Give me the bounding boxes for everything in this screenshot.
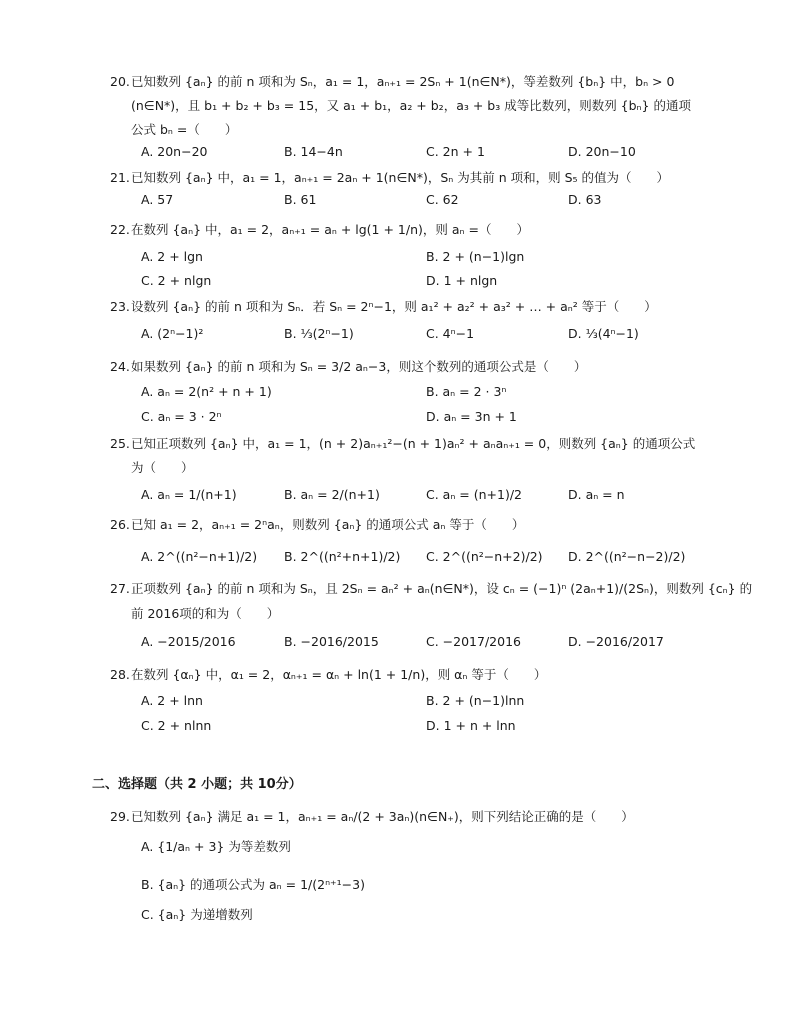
q20-option-d[interactable]: D. 20n−10 xyxy=(568,144,636,159)
q27-stem-line2: 前 2016项的和为（ ） xyxy=(131,606,280,621)
q21-stem-line1: 已知数列 {aₙ} 中，a₁ = 1，aₙ₊₁ = 2aₙ + 1(n∈N*)，Sₙ 为其前 n 项和，则 S₅ 的值为（ ） xyxy=(131,170,669,185)
q22-option-b[interactable]: B. 2 + (n−1)lgn xyxy=(426,249,525,264)
q26-stem-line1: 已知 a₁ = 2，aₙ₊₁ = 2ⁿaₙ，则数列 {aₙ} 的通项公式 aₙ 等于（ ） xyxy=(131,517,525,532)
q22-number: 22. xyxy=(110,222,130,237)
q28-option-b[interactable]: B. 2 + (n−1)lnn xyxy=(426,693,525,708)
q28-stem-line1: 在数列 {αₙ} 中，α₁ = 2，αₙ₊₁ = αₙ + ln(1 + 1/n)，则 αₙ 等于（ ） xyxy=(131,667,547,682)
q21-option-d[interactable]: D. 63 xyxy=(568,192,602,207)
q27-option-d[interactable]: D. −2016/2017 xyxy=(568,634,664,649)
q26-option-a[interactable]: A. 2^((n²−n+1)/2) xyxy=(141,549,258,564)
q29-option-c[interactable]: C. {aₙ} 为递增数列 xyxy=(141,907,253,922)
q23-stem-line1: 设数列 {aₙ} 的前 n 项和为 Sₙ．若 Sₙ = 2ⁿ−1，则 a₁² + a₂² + a₃² + … + aₙ² 等于（ ） xyxy=(131,299,657,314)
q20-option-a[interactable]: A. 20n−20 xyxy=(141,144,208,159)
q28-option-c[interactable]: C. 2 + nlnn xyxy=(141,718,212,733)
q23-option-d[interactable]: D. ⅓(4ⁿ−1) xyxy=(568,326,639,341)
q20-stem-line2: (n∈N*)，且 b₁ + b₂ + b₃ = 15，又 a₁ + b₁，a₂ + b₂，a₃ + b₃ 成等比数列，则数列 {bₙ} 的通项 xyxy=(131,98,691,113)
q23-option-c[interactable]: C. 4ⁿ−1 xyxy=(426,326,475,341)
q26-option-b[interactable]: B. 2^((n²+n+1)/2) xyxy=(284,549,401,564)
q20-stem-line1: 已知数列 {aₙ} 的前 n 项和为 Sₙ，a₁ = 1，aₙ₊₁ = 2Sₙ + 1(n∈N*)，等差数列 {bₙ} 中，bₙ > 0 xyxy=(131,74,675,89)
q24-option-b[interactable]: B. aₙ = 2 · 3ⁿ xyxy=(426,384,507,399)
q24-number: 24. xyxy=(110,359,130,374)
q20-option-b[interactable]: B. 14−4n xyxy=(284,144,343,159)
q27-stem-line1: 正项数列 {aₙ} 的前 n 项和为 Sₙ，且 2Sₙ = aₙ² + aₙ(n∈N*)，设 cₙ = (−1)ⁿ (2aₙ+1)/(2Sₙ)，则数列 {cₙ} 的 xyxy=(131,581,753,596)
q28-option-a[interactable]: A. 2 + lnn xyxy=(141,693,203,708)
q23-option-b[interactable]: B. ⅓(2ⁿ−1) xyxy=(284,326,354,341)
q25-option-d[interactable]: D. aₙ = n xyxy=(568,487,625,502)
q25-number: 25. xyxy=(110,436,130,451)
q22-option-a[interactable]: A. 2 + lgn xyxy=(141,249,203,264)
q23-option-a[interactable]: A. (2ⁿ−1)² xyxy=(141,326,204,341)
q27-number: 27. xyxy=(110,581,130,596)
q20-number: 20. xyxy=(110,74,130,89)
q25-option-a[interactable]: A. aₙ = 1/(n+1) xyxy=(141,487,237,502)
q25-stem-line1: 已知正项数列 {aₙ} 中，a₁ = 1，(n + 2)aₙ₊₁²−(n + 1)aₙ² + aₙaₙ₊₁ = 0，则数列 {aₙ} 的通项公式 xyxy=(131,436,696,451)
q20-stem-line3: 公式 bₙ =（ ） xyxy=(131,122,238,137)
q29-stem-line1: 已知数列 {aₙ} 满足 a₁ = 1，aₙ₊₁ = aₙ/(2 + 3aₙ)(n∈N₊)，则下列结论正确的是（ ） xyxy=(131,809,634,824)
q25-option-c[interactable]: C. aₙ = (n+1)/2 xyxy=(426,487,523,502)
q22-stem-line1: 在数列 {aₙ} 中，a₁ = 2，aₙ₊₁ = aₙ + lg(1 + 1/n)，则 aₙ =（ ） xyxy=(131,222,529,237)
q24-option-d[interactable]: D. aₙ = 3n + 1 xyxy=(426,409,517,424)
q21-number: 21. xyxy=(110,170,130,185)
q21-option-a[interactable]: A. 57 xyxy=(141,192,174,207)
q27-option-b[interactable]: B. −2016/2015 xyxy=(284,634,379,649)
q26-option-c[interactable]: C. 2^((n²−n+2)/2) xyxy=(426,549,543,564)
q29-number: 29. xyxy=(110,809,130,824)
q24-option-c[interactable]: C. aₙ = 3 · 2ⁿ xyxy=(141,409,222,424)
q25-option-b[interactable]: B. aₙ = 2/(n+1) xyxy=(284,487,380,502)
q24-stem-line1: 如果数列 {aₙ} 的前 n 项和为 Sₙ = 3/2 aₙ−3，则这个数列的通项公式是（ ） xyxy=(131,359,587,374)
q24-option-a[interactable]: A. aₙ = 2(n² + n + 1) xyxy=(141,384,272,399)
q27-option-c[interactable]: C. −2017/2016 xyxy=(426,634,521,649)
q23-number: 23. xyxy=(110,299,130,314)
section-2-title: 二、选择题（共 2 小题；共 10分） xyxy=(92,777,302,792)
q28-option-d[interactable]: D. 1 + n + lnn xyxy=(426,718,516,733)
q21-option-c[interactable]: C. 62 xyxy=(426,192,459,207)
q29-option-b[interactable]: B. {aₙ} 的通项公式为 aₙ = 1/(2ⁿ⁺¹−3) xyxy=(141,877,365,892)
q26-option-d[interactable]: D. 2^((n²−n−2)/2) xyxy=(568,549,686,564)
q22-option-c[interactable]: C. 2 + nlgn xyxy=(141,273,212,288)
q28-number: 28. xyxy=(110,667,130,682)
q25-stem-line2: 为（ ） xyxy=(131,460,194,475)
q20-option-c[interactable]: C. 2n + 1 xyxy=(426,144,485,159)
q29-option-a[interactable]: A. {1/aₙ + 3} 为等差数列 xyxy=(141,839,291,854)
q21-option-b[interactable]: B. 61 xyxy=(284,192,317,207)
q22-option-d[interactable]: D. 1 + nlgn xyxy=(426,273,498,288)
q27-option-a[interactable]: A. −2015/2016 xyxy=(141,634,236,649)
q26-number: 26. xyxy=(110,517,130,532)
